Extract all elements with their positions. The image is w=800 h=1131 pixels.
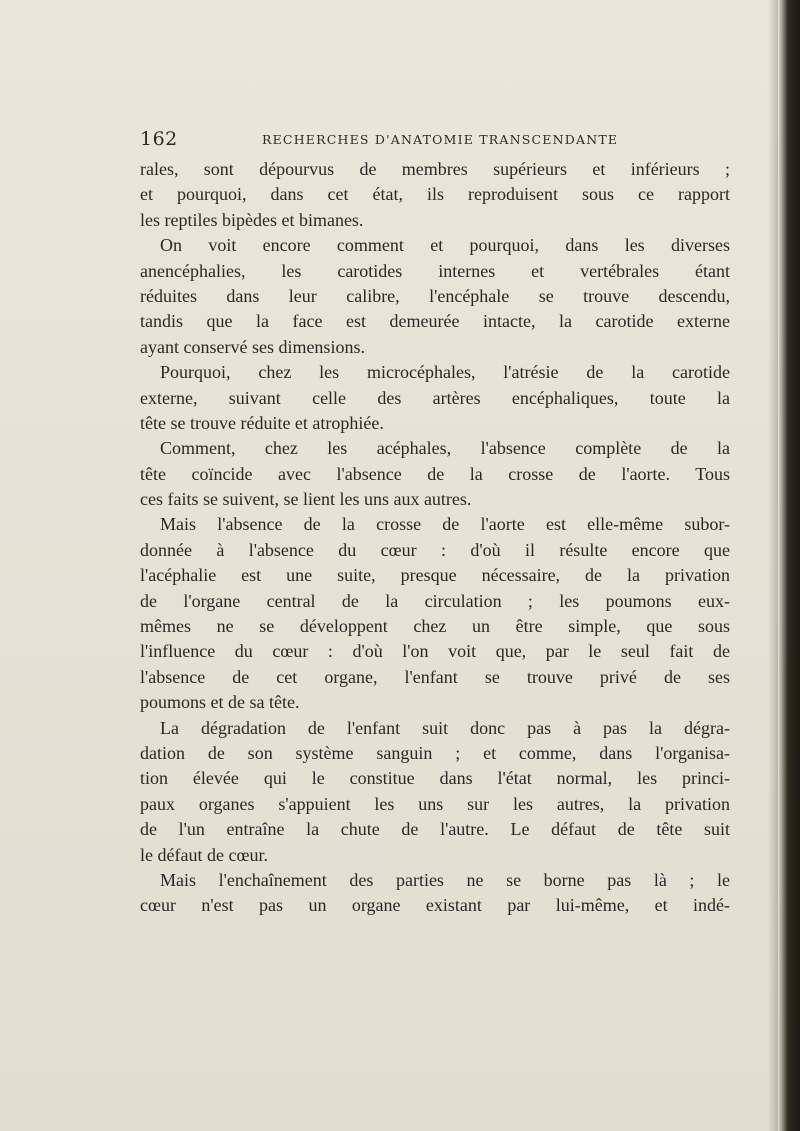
text-line: anencéphalies, les carotides internes et vertébrales étant	[140, 260, 730, 281]
body-text	[140, 157, 730, 919]
text-line: tandis que la face est demeurée intacte, la carotide externe	[140, 311, 730, 332]
text-line: l'acéphalie est une suite, presque nécessaire, de la privation	[140, 565, 730, 586]
text-line: ces faits se suivent, se lient les uns aux autres.	[140, 489, 472, 510]
book-binding-edge	[778, 0, 800, 1131]
text-line: mêmes ne se développent chez un être simple, que sous	[140, 616, 730, 637]
text-line: de l'un entraîne la chute de l'autre. Le défaut de tête suit	[140, 819, 730, 840]
text-line: tête se trouve réduite et atrophiée.	[140, 412, 384, 433]
text-line: réduites dans leur calibre, l'encéphale se trouve descendu,	[140, 285, 730, 306]
page-shadow	[768, 0, 778, 1131]
text-line: cœur n'est pas un organe existant par lui-même, et indé-	[140, 895, 730, 916]
text-line: poumons et de sa tête.	[140, 692, 300, 713]
text-line: tion élevée qui le constitue dans l'état normal, les princi-	[140, 768, 730, 789]
page-header	[140, 128, 730, 152]
page-number: 162	[140, 128, 178, 150]
text-line: dation de son système sanguin ; et comme, dans l'organisa-	[140, 742, 730, 763]
text-line: Mais l'enchaînement des parties ne se borne pas là ; le	[160, 869, 730, 890]
text-line: La dégradation de l'enfant suit donc pas à pas la dégra-	[160, 717, 730, 738]
text-line: tête coïncide avec l'absence de la crosse de l'aorte. Tous	[140, 463, 730, 484]
text-line: Pourquoi, chez les microcéphales, l'atrésie de la carotide	[160, 362, 730, 383]
text-line: externe, suivant celle des artères encéphaliques, toute la	[140, 387, 730, 408]
text-line: l'absence de cet organe, l'enfant se trouve privé de ses	[140, 666, 730, 687]
text-line: paux organes s'appuient les uns sur les autres, la privation	[140, 793, 730, 814]
text-line: de l'organe central de la circulation ; les poumons eux-	[140, 590, 730, 611]
text-line: Comment, chez les acéphales, l'absence complète de la	[160, 438, 730, 459]
text-line: donnée à l'absence du cœur : d'où il résulte encore que	[140, 539, 730, 560]
text-line: et pourquoi, dans cet état, ils reproduisent sous ce rapport	[140, 184, 730, 205]
text-line: Mais l'absence de la crosse de l'aorte est elle-même subor-	[160, 514, 730, 535]
text-line: l'influence du cœur : d'où l'on voit que, par le seul fait de	[140, 641, 730, 662]
text-line: ayant conservé ses dimensions.	[140, 336, 365, 357]
text-line: les reptiles bipèdes et bimanes.	[140, 209, 364, 230]
text-line: rales, sont dépourvus de membres supérieurs et inférieurs ;	[140, 159, 730, 179]
text-line: On voit encore comment et pourquoi, dans les diverses	[160, 235, 730, 256]
text-line: le défaut de cœur.	[140, 844, 268, 865]
running-title: RECHERCHES D'ANATOMIE TRANSCENDANTE	[262, 132, 619, 147]
